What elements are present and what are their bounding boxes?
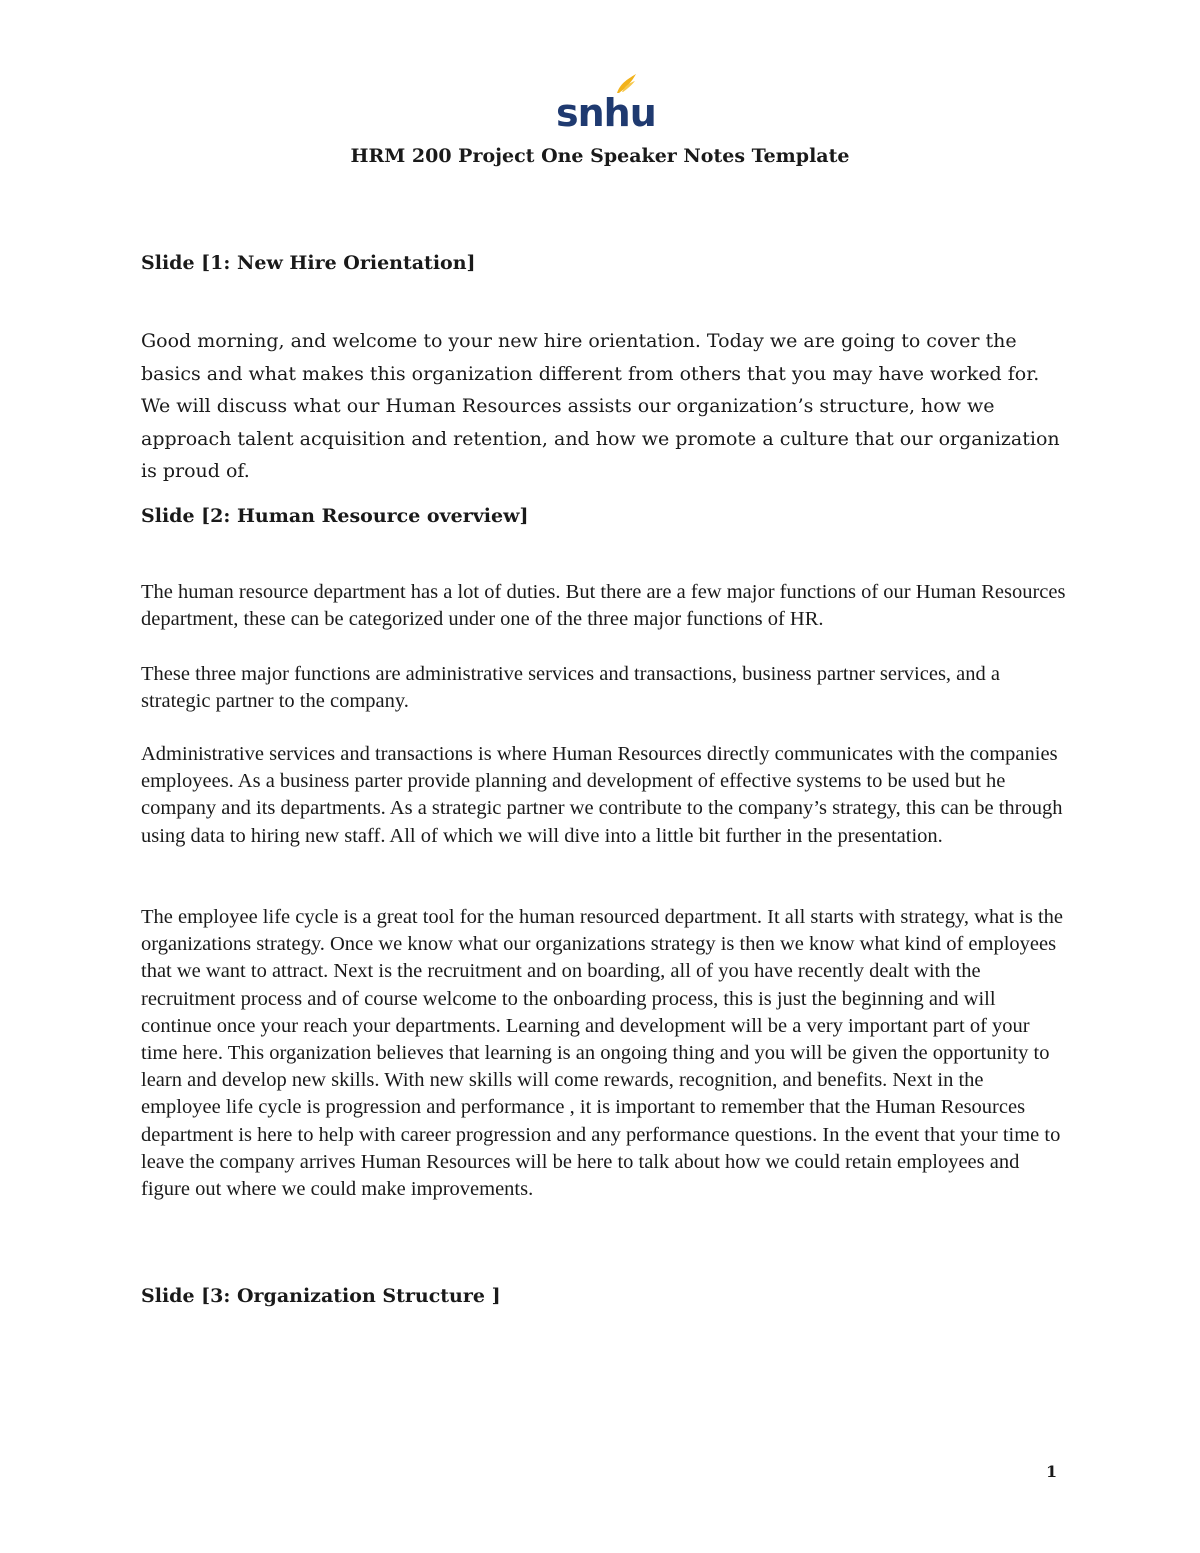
snhu-logo	[556, 72, 656, 135]
document-title: HRM 200 Project One Speaker Notes Template	[350, 145, 850, 167]
slide-2-heading: Slide [2: Human Resource overview]	[141, 505, 529, 527]
slide-1-heading: Slide [1: New Hire Orientation]	[141, 252, 476, 274]
slide-2-paragraph-3: Administrative services and transactions is where Human Resources directly communicates with the companies employees. As a business parter provide planning and development of effective systems to be used but he company and its departments. As a strategic partner we contribute to the company’s strategy, this can be through using data to hiring new staff. All of which we will dive into a little bit further in the presentation.	[141, 743, 1063, 847]
logo-wordmark: snhu	[556, 91, 656, 135]
page-number: 1	[1046, 1462, 1058, 1481]
slide-2-paragraph-4: The employee life cycle is a great tool for the human resourced department. It all starts with strategy, what is the organizations strategy. Once we know what our organizations strategy is then we know what kind of employees that we want to attract. Next is the recruitment and on boarding, all of you have recently dealt with the recruitment process and of course welcome to the onboarding process, this is just the beginning and will continue once your reach your departments. Learning and development will be a very important part of your time here. This organization believes that learning is an ongoing thing and you will be given the opportunity to learn and develop new skills. With new skills will come rewards, recognition, and benefits. Next in the employee life cycle is progression and performance , it is important to remember that the Human Resources department is here to help with career progression and any performance questions. In the event that your time to leave the company arrives Human Resources will be here to talk about how we could retain employees and figure out where we could make improvements.	[141, 906, 1063, 1201]
slide-3-heading: Slide [3: Organization Structure ]	[141, 1285, 501, 1307]
slide-2-paragraph-1: The human resource department has a lot of duties. But there are a few major functions of our Human Resources department, these can be categorized under one of the three major functions of HR.	[141, 581, 1066, 631]
slide-1-paragraph: Good morning, and welcome to your new hire orientation. Today we are going to cover the basics and what makes this organization different from others that you may have worked for. We will discuss what our Human Resources assists our organization’s structure, how we approach talent acquisition and retention, and how we promote a culture that our organization is proud of.	[141, 330, 1060, 482]
slide-2-paragraph-2: These three major functions are administrative services and transactions, business partner services, and a strategic partner to the company.	[141, 663, 1000, 713]
